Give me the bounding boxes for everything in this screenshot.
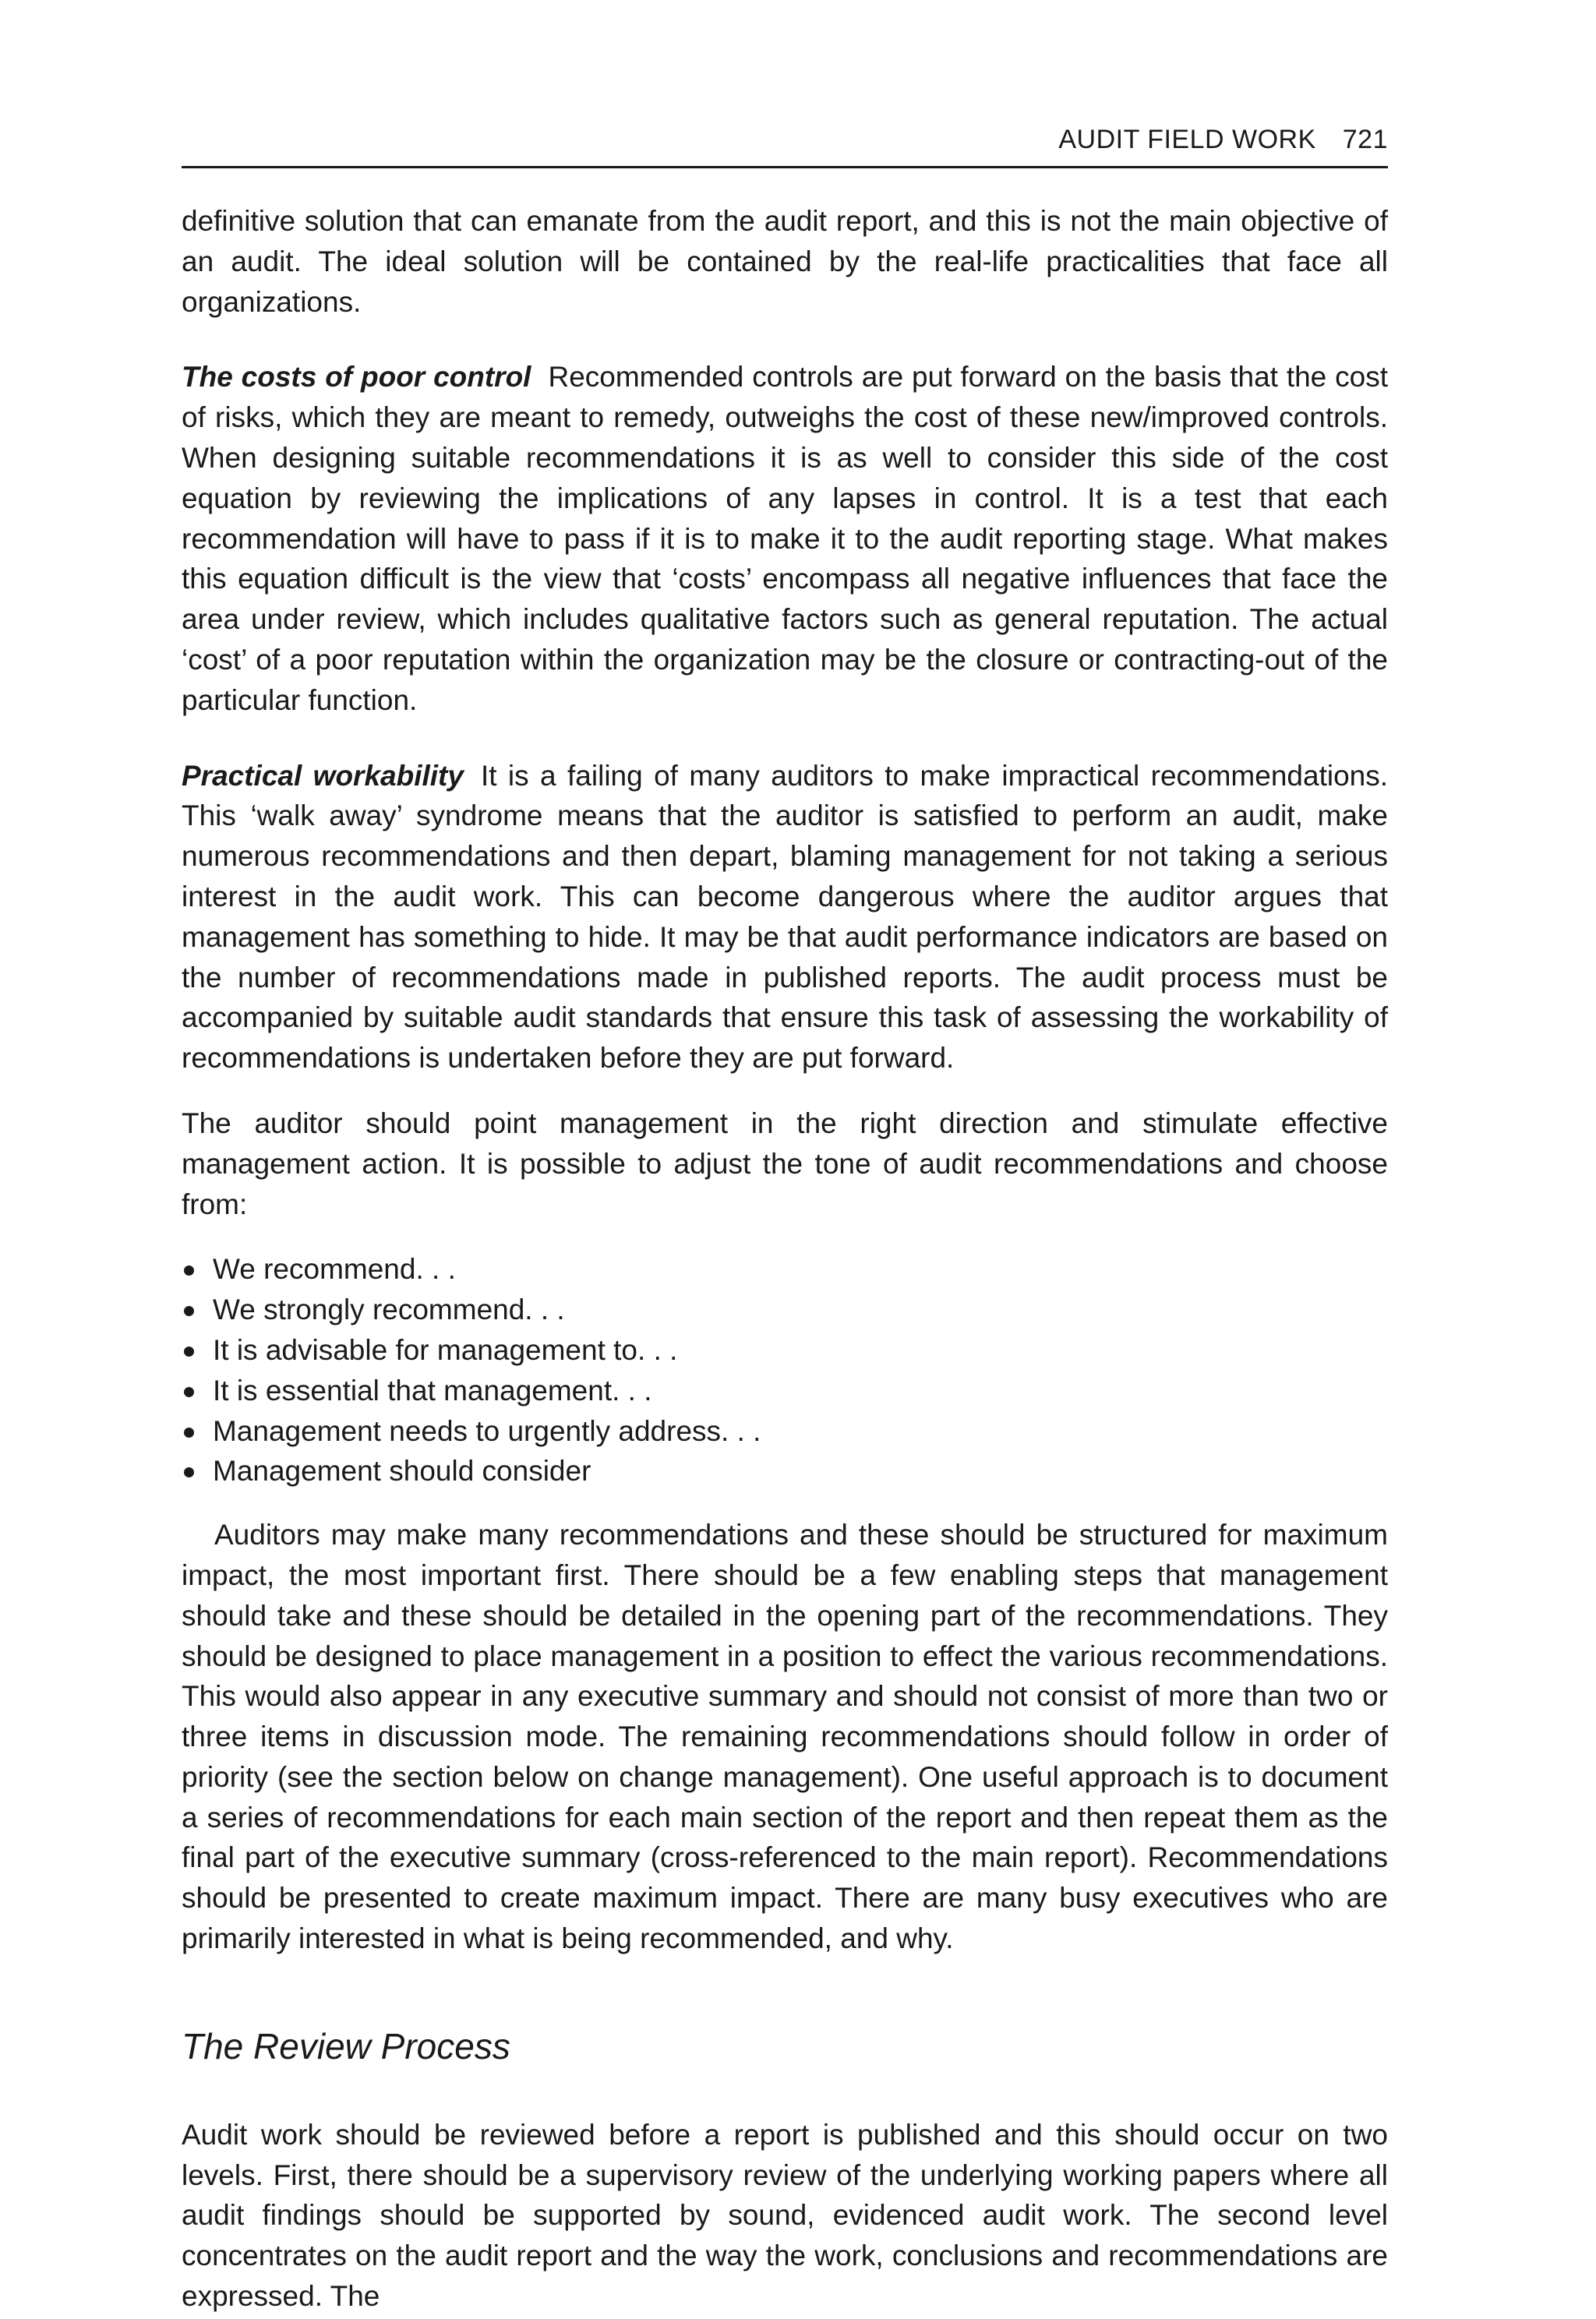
list-item: It is essential that management. . . (182, 1371, 1388, 1411)
list-item: Management should consider (182, 1451, 1388, 1491)
list-item: Management needs to urgently address. . . (182, 1411, 1388, 1452)
paragraph-costs-of-poor-control (182, 357, 1388, 720)
list-item: We strongly recommend. . . (182, 1290, 1388, 1330)
runin-heading-costs: The costs of poor control (182, 361, 531, 394)
runin-heading-workability: Practical workability (182, 759, 464, 792)
list-item: We recommend. . . (182, 1249, 1388, 1290)
section-heading-review-process: The Review Process (182, 2025, 510, 2067)
paragraph-review-process: Audit work should be reviewed before a report is published and this should occur on two levels. First, there should be a supervisory review of the underlying working papers where all audit findings should be supported by sound, evidenced audit work. The second level concentrates on the audit report and the way the work, conclusions and recommendations are expressed. The (182, 2118, 1388, 2313)
running-title: AUDIT FIELD WORK (1058, 125, 1316, 154)
recommendation-phrase-list (182, 1249, 1388, 1491)
running-header (182, 118, 1388, 168)
paragraph-practical-workability (182, 756, 1388, 1078)
paragraph-costs-text: Recommended controls are put forward on the basis that the cost of risks, which they are meant to remedy, outweighs the cost of these new/improved controls. When designing suitable recommendations it is as well to consider this side of the cost equation by reviewing the implications of any lapses in control. It is a test that each recommendation will have to pass if it is to make it to the audit reporting stage. What makes this equation difficult is the view that ‘costs’ encompass all negative influences that face the area under review, which includes qualitative factors such as general reputation. The actual ‘cost’ of a poor reputation within the organization may be the closure or contracting-out of the particular function. (182, 361, 1388, 716)
paragraph-workability-text: It is a failing of many auditors to make impractical recommendations. This ‘walk away’ syndrome means that the auditor is satisfied to perform an audit, make numerous recommendations and then depart, blaming management for not taking a serious interest in the audit work. This can become dangerous where the auditor argues that management has something to hide. It may be that audit performance indicators are based on the number of recommendations made in published reports. The audit process must be accompanied by suitable audit standards that ensure this task of assessing the workability of recommendations is undertaken before they are put forward. (182, 759, 1388, 1075)
list-item: It is advisable for management to. . . (182, 1330, 1388, 1371)
paragraph-continuation: definitive solution that can emanate from the audit report, and this is not the main objective of an audit. The ideal solution will be contained by the real-life practicalities that face all organizations. (182, 205, 1388, 318)
paragraph-recommendation-tone: The auditor should point management in the right direction and stimulate effective management action. It is possible to adjust the tone of audit recommendations and choose from: (182, 1107, 1388, 1220)
body-text (182, 201, 1388, 2317)
paragraph-auditors-recommendations: Auditors may make many recommendations and these should be structured for maximum impact, the most important first. There should be a few enabling steps that management should take and these should be detailed in the opening part of the recommendations. They should be designed to place management in a position to effect the various recommendations. This would also appear in any executive summary and should not consist of more than two or three items in discussion mode. The remaining recommendations should follow in order of priority (see the section below on change management). One useful approach is to document a series of recommendations for each main section of the report and then repeat them as the final part of the executive summary (cross-referenced to the main report). Recommendations should be presented to create maximum impact. There are many busy executives who are primarily interested in what is being recommended, and why. (182, 1519, 1388, 1955)
page-number: 721 (1342, 125, 1388, 154)
